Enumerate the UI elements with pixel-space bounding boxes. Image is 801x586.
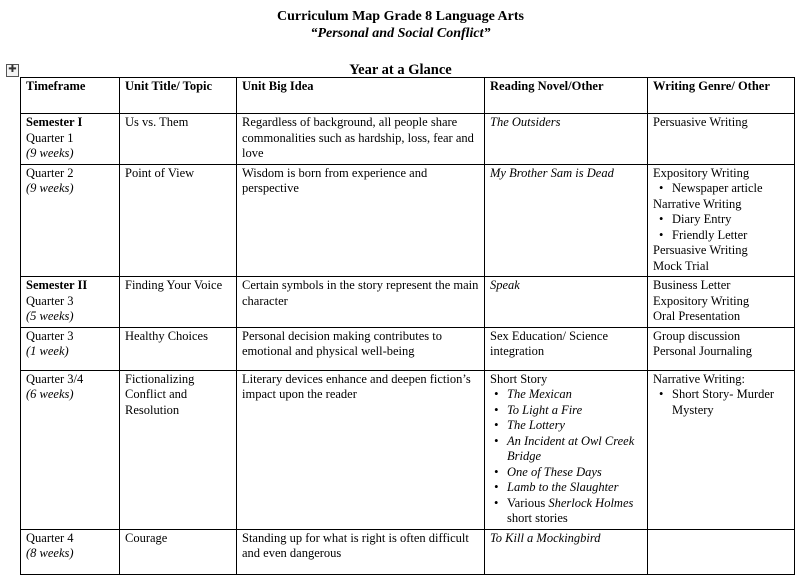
table-row [21,327,795,370]
reading-cell: My Brother Sam is Dead [485,164,648,277]
writing-subitems [653,212,789,243]
semester-label: Semester I [26,115,83,129]
list-item: • To Light a Fire [507,403,642,419]
quarter-label: Quarter 1 [26,130,74,145]
writing-cell [648,327,795,370]
timeframe-cell [21,114,120,165]
list-item: • Newspaper article [672,181,789,197]
table-row [21,370,795,529]
writing-subitems [653,181,789,197]
column-header-timeframe: Timeframe [21,78,120,114]
column-header-big-idea: Unit Big Idea [237,78,485,114]
idea-cell: Standing up for what is right is often difficult and even dangerous [237,529,485,574]
short-story-list [490,387,642,527]
idea-cell: Literary devices enhance and deepen fiction’s impact upon the reader [237,370,485,529]
writing-cell [648,164,795,277]
table-row [21,277,795,328]
writing-genre: Expository Writing [653,293,750,308]
list-item: • An Incident at Owl Creek Bridge [507,434,642,465]
duration-label: (9 weeks) [26,181,74,195]
writing-genre: Mock Trial [653,258,709,273]
writing-genre: Expository Writing [653,165,750,180]
table-move-handle-icon[interactable]: ✚ [6,64,19,77]
document-subtitle: “Personal and Social Conflict” [310,26,491,41]
quarter-label: Quarter 3/4 [26,371,84,386]
writing-cell: Persuasive Writing [648,114,795,165]
column-header-unit-title: Unit Title/ Topic [120,78,237,114]
reading-cell: To Kill a Mockingbird [485,529,648,574]
semester-label: Semester II [26,278,88,292]
list-item: • Friendly Letter [672,228,789,244]
reading-cell: The Outsiders [485,114,648,165]
duration-label: (6 weeks) [26,387,74,401]
timeframe-cell [21,164,120,277]
quarter-label: Quarter 2 [26,165,74,180]
list-item: • Lamb to the Slaughter [507,480,642,496]
unit-cell: Fictionalizing Conflict and Resolution [120,370,237,529]
quarter-label: Quarter 4 [26,530,74,545]
unit-cell: Courage [120,529,237,574]
timeframe-cell [21,529,120,574]
column-header-reading: Reading Novel/Other [485,78,648,114]
reading-cell: Speak [485,277,648,328]
duration-label: (9 weeks) [26,146,74,160]
idea-cell: Wisdom is born from experience and perspective [237,164,485,277]
duration-label: (5 weeks) [26,309,74,323]
table-row [21,164,795,277]
list-item-title: Sherlock Holmes [548,495,634,510]
table-row [21,529,795,574]
list-item: • The Lottery [507,418,642,434]
writing-genre: Persuasive Writing [653,243,748,257]
writing-genre: Group discussion [653,328,741,343]
writing-genre: Narrative Writing [653,196,742,211]
list-item-prefix: Various [507,495,549,510]
table-header-row [21,78,795,114]
list-item [507,496,642,527]
list-item: • The Mexican [507,387,642,403]
quarter-label: Quarter 3 [26,293,74,308]
writing-genre: Oral Presentation [653,309,741,323]
list-item-suffix: short stories [507,511,568,525]
document-title: Curriculum Map Grade 8 Language Arts [277,9,524,24]
curriculum-table [20,77,795,575]
duration-label: (8 weeks) [26,546,74,560]
unit-cell: Us vs. Them [120,114,237,165]
duration-label: (1 week) [26,344,69,358]
writing-genre: Narrative Writing: [653,371,745,386]
column-header-writing: Writing Genre/ Other [648,78,795,114]
quarter-label: Quarter 3 [26,328,74,343]
unit-cell: Finding Your Voice [120,277,237,328]
list-item: • Short Story- Murder Mystery [672,387,789,418]
idea-cell: Certain symbols in the story represent the main character [237,277,485,328]
timeframe-cell [21,277,120,328]
timeframe-cell [21,327,120,370]
reading-cell [485,370,648,529]
unit-cell: Point of View [120,164,237,277]
writing-subitems [653,387,789,418]
idea-cell: Personal decision making contributes to emotional and physical well-being [237,327,485,370]
idea-cell: Regardless of background, all people share commonalities such as hardship, loss, fear and love [237,114,485,165]
reading-genre: Short Story [490,371,548,386]
writing-cell [648,277,795,328]
list-item: • Diary Entry [672,212,789,228]
list-item: • One of These Days [507,465,642,481]
timeframe-cell [21,370,120,529]
writing-genre: Personal Journaling [653,344,752,358]
unit-cell: Healthy Choices [120,327,237,370]
writing-genre: Business Letter [653,278,731,292]
reading-cell: Sex Education/ Science integration [485,327,648,370]
writing-cell [648,529,795,574]
writing-cell [648,370,795,529]
table-row [21,114,795,165]
section-heading: Year at a Glance [349,62,452,78]
